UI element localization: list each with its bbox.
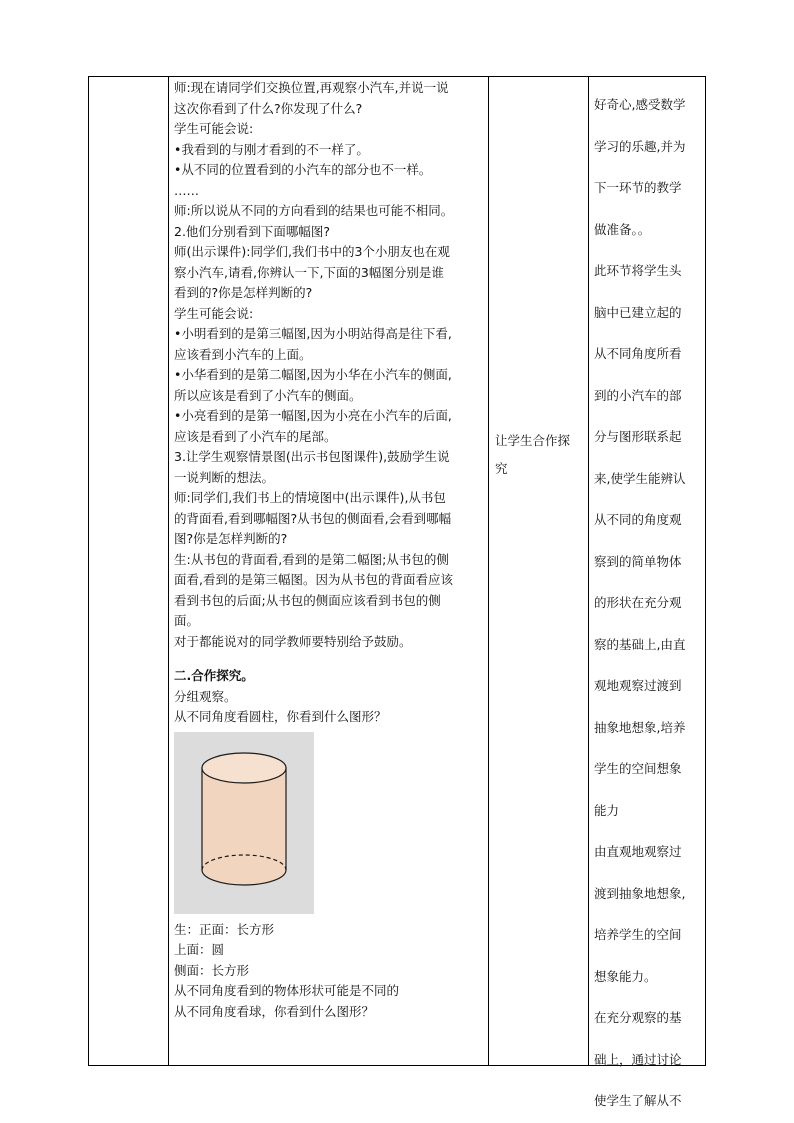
text-line: 师:所以说从不同的方向看到的结果也可能不相同。 — [174, 203, 454, 218]
intent-line: 由直观地观察过 — [594, 844, 682, 859]
intent-line: 察到的简单物体 — [594, 553, 682, 569]
intent-line: 做准备。。 — [594, 221, 651, 237]
intent-line: 到的小汽车的部 — [594, 387, 682, 403]
text-line: 学生可能会说: — [174, 305, 254, 321]
cylinder-image — [174, 732, 314, 914]
intent-line: 抽象地想象,培养 — [594, 719, 686, 735]
intent-line: 础上，通过讨论 — [594, 1051, 682, 1067]
text-line: 从不同角度看圆柱，你看到什么图形？ — [174, 709, 387, 724]
intent-line: 学生的空间想象 — [594, 761, 682, 776]
text-line: 看到书包的后面;从书包的侧面应该看到书包的侧 — [174, 592, 441, 608]
text-line: 的背面看,看到哪幅图?从书包的侧面看,会看到哪幅 — [174, 510, 452, 526]
text-line: 应该是看到了小汽车的尾部。 — [174, 428, 337, 444]
intent-line: 培养学生的空间 — [594, 927, 682, 942]
intent-line: 渡到抽象地想象, — [594, 885, 686, 901]
column-divider — [168, 76, 169, 1066]
intent-line: 好奇心,感受数学 — [594, 97, 686, 112]
text-line: 上面：圆 — [174, 942, 225, 957]
intent-line: 学习的乐趣,并为 — [594, 138, 686, 154]
column-divider — [588, 76, 589, 1066]
activity-line: 让学生合作探 — [495, 433, 571, 448]
text-line: 应该看到小汽车的上面。 — [174, 346, 312, 362]
text-line: 从不同角度看到的物体形状可能是不同的 — [174, 983, 400, 998]
column-divider — [488, 76, 489, 1066]
text-line: …… — [174, 182, 199, 198]
intent-line: 观地观察过渡到 — [594, 678, 682, 693]
text-line: 对于都能说对的同学教师要特别给予鼓励。 — [174, 633, 412, 649]
intent-line: 察的基础上,由直 — [594, 636, 686, 652]
text-line: 生：正面：长方形 — [174, 921, 275, 937]
text-line: 3.让学生观察情景图(出示书包图课件),鼓励学生说 — [174, 449, 450, 464]
section-title: 二.合作探究。 — [174, 668, 254, 683]
intent-line: 分与图形联系起 — [594, 429, 682, 444]
text-line: 分组观察。 — [174, 688, 237, 704]
text-line: 看到的?你是怎样判断的? — [174, 285, 313, 300]
text-line: 师(出示课件):同学们,我们书中的3个小朋友也在观 — [174, 244, 450, 259]
design-intent-column — [594, 84, 704, 1122]
text-line: 师:同学们,我们书上的情境图中(出示课件),从书包 — [174, 490, 446, 505]
intent-line: 从不同的角度观 — [594, 512, 682, 527]
intent-line: 使学生了解从不 — [594, 1093, 682, 1108]
intent-line: 想象能力。 — [594, 968, 657, 984]
intent-line: 此环节将学生头 — [594, 263, 682, 278]
text-line: 这次你看到了什么?你发现了什么? — [174, 100, 363, 116]
intent-line: 下一环节的教学 — [594, 180, 682, 195]
text-line: •从不同的位置看到的小汽车的部分也不一样。 — [174, 162, 432, 177]
text-line: 所以应该是看到了小汽车的侧面。 — [174, 387, 362, 403]
teaching-process-column — [174, 78, 484, 1022]
text-line: 一说判断的想法。 — [174, 469, 275, 485]
text-line: •小明看到的是第三幅图,因为小明站得高是往下看, — [174, 326, 452, 341]
text-line: 察小汽车,请看,你辨认一下,下面的3幅图分别是谁 — [174, 264, 444, 280]
text-line: 面。 — [174, 613, 200, 628]
text-line: 侧面：长方形 — [174, 962, 250, 978]
text-line: 学生可能会说: — [174, 121, 254, 136]
text-line: •我看到的与刚才看到的不一样了。 — [174, 141, 369, 157]
student-activity-column — [495, 427, 587, 483]
intent-line: 在充分观察的基 — [594, 1010, 682, 1025]
intent-line: 的形状在充分观 — [594, 595, 682, 610]
cylinder-illustration — [174, 732, 314, 914]
text-line: 从不同角度看球，你看到什么图形？ — [174, 1003, 375, 1019]
activity-line: 究 — [495, 461, 508, 476]
text-line: •小华看到的是第二幅图,因为小华在小汽车的侧面, — [174, 367, 452, 382]
text-line: •小亮看到的是第一幅图,因为小亮在小汽车的后面, — [174, 408, 452, 423]
text-line: 生:从书包的背面看,看到的是第二幅图;从书包的侧 — [174, 551, 449, 567]
intent-line: 能力 — [594, 802, 620, 818]
intent-line: 来,使学生能辨认 — [594, 470, 686, 486]
text-line: 2.他们分别看到下面哪幅图? — [174, 223, 331, 239]
text-line: 师:现在请同学们交换位置,再观察小汽车,并说一说 — [174, 80, 449, 95]
text-line: 面看,看到的是第三幅图。因为从书包的背面看应该 — [174, 572, 453, 587]
text-line: 图?你是怎样判断的? — [174, 531, 288, 546]
intent-line: 从不同角度所看 — [594, 346, 682, 361]
intent-line: 脑中已建立起的 — [594, 304, 682, 320]
